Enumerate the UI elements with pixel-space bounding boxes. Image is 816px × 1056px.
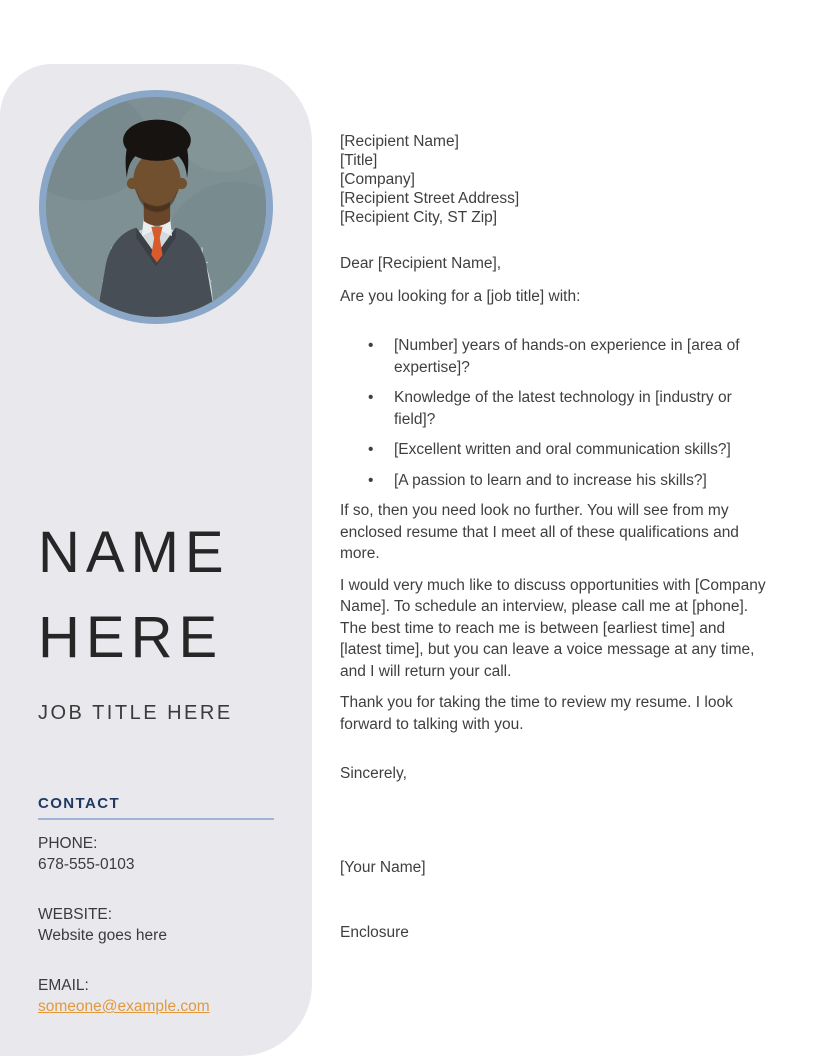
bullet-text: Knowledge of the latest technology in [industry or field]? [394, 389, 732, 428]
bullet-text: [Excellent written and oral communication skills?] [394, 441, 731, 458]
body-paragraph: I would very much like to discuss opportunities with [Company Name]. To schedule an interview, please call me at [phone]. The best time to reach me is between [earliest time] and [latest time], but you can leave a voice message at any time, and I will return your call. [340, 576, 766, 680]
name-line-1: NAME [38, 520, 230, 585]
name-line-2: HERE [38, 605, 224, 670]
bullet-item [340, 387, 768, 430]
body-paragraph: If so, then you need look no further. You will see from my enclosed resume that I meet all of these qualifications and more. [340, 502, 739, 562]
bullet-text: [Number] years of hands-on experience in [area of expertise]? [394, 337, 740, 376]
bullet-item [340, 335, 768, 378]
bullet-marker: • [368, 337, 374, 354]
sidebar-panel [0, 64, 312, 1056]
qualification-list [340, 335, 768, 491]
job-title: JOB TITLE HERE [38, 702, 233, 724]
phone-label: PHONE: [38, 835, 98, 852]
recipient-line: [Recipient Street Address] [340, 190, 520, 207]
contact-heading: CONTACT [38, 795, 274, 820]
enclosure-note: Enclosure [340, 924, 409, 941]
recipient-address-block [340, 0, 768, 227]
phone-value: 678-555-0103 [38, 856, 135, 873]
email-label: EMAIL: [38, 977, 89, 994]
bullet-text: [A passion to learn and to increase his skills?] [394, 471, 707, 489]
contact-phone [38, 834, 274, 875]
contact-website [38, 905, 274, 946]
contact-email [38, 976, 274, 1017]
bullet-item [340, 439, 768, 461]
letter-body [340, 0, 768, 944]
bullet-item [340, 470, 768, 492]
signature-placeholder: [Your Name] [340, 858, 426, 876]
bullet-marker: • [368, 441, 374, 458]
profile-photo [39, 90, 273, 324]
body-paragraph: Thank you for taking the time to review my resume. I look forward to talking with you. [340, 694, 733, 733]
bullet-marker: • [368, 389, 374, 406]
salutation: Dear [Recipient Name], [340, 255, 502, 272]
intro-line: Are you looking for a [job title] with: [340, 287, 581, 305]
bullet-marker: • [368, 471, 374, 489]
website-value: Website goes here [38, 927, 167, 944]
profile-photo-image [46, 97, 266, 317]
name-heading [38, 510, 274, 680]
recipient-line: [Company] [340, 171, 415, 188]
closing: Sincerely, [340, 765, 407, 782]
website-label: WEBSITE: [38, 906, 113, 923]
email-link[interactable]: someone@example.com [38, 998, 210, 1015]
recipient-line: [Recipient City, ST Zip] [340, 209, 498, 226]
recipient-line: [Title] [340, 152, 378, 169]
recipient-line: [Recipient Name] [340, 133, 459, 150]
